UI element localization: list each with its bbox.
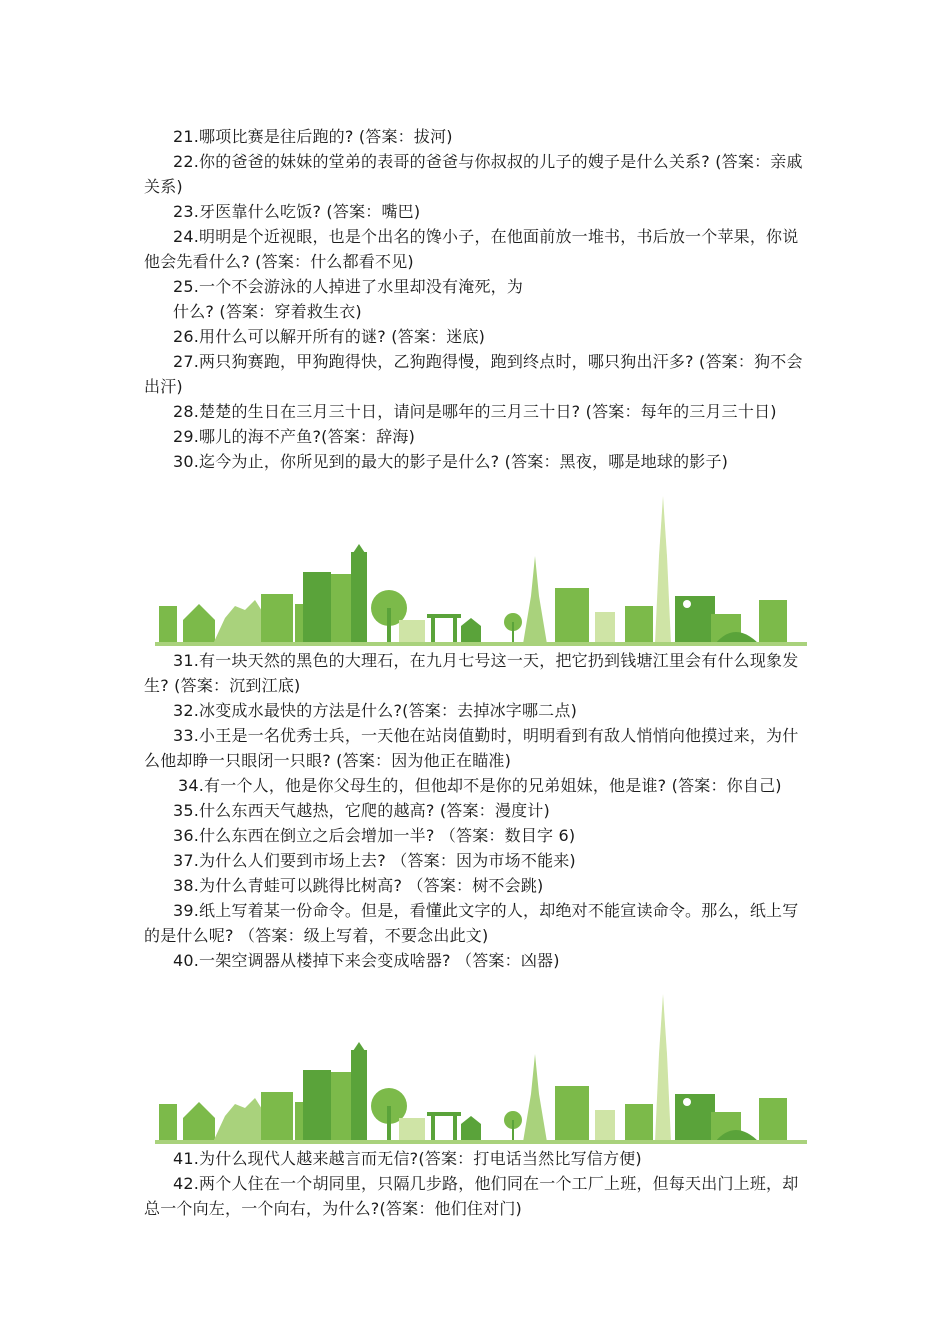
riddle-33: 33.小王是一名优秀士兵，一天他在站岗值勤时，明明看到有敌人悄悄向他摸过来，为什么他却睁一只眼闭一只眼? (答案：因为他正在瞄准) xyxy=(144,726,799,770)
riddle-section-2 xyxy=(144,648,814,973)
riddle-section-1 xyxy=(144,124,814,474)
riddle-40: 40.一架空调器从楼掉下来会变成啥器? （答案：凶器) xyxy=(173,951,560,970)
riddle-34: 34.有一个人，他是你父母生的，但他却不是你的兄弟姐妹，他是谁? (答案：你自己) xyxy=(178,776,782,795)
riddle-30: 30.迄今为止，你所见到的最大的影子是什么? (答案：黑夜，哪是地球的影子) xyxy=(173,452,729,471)
riddle-26: 26.用什么可以解开所有的谜? (答案：迷底) xyxy=(173,327,486,346)
city-skyline-illustration xyxy=(155,496,807,646)
riddle-22: 22.你的爸爸的妹妹的堂弟的表哥的爸爸与你叔叔的儿子的嫂子是什么关系? (答案：亲戚关系) xyxy=(144,152,803,196)
riddle-27: 27.两只狗赛跑，甲狗跑得快，乙狗跑得慢，跑到终点时，哪只狗出汗多? (答案：狗不会出汗) xyxy=(144,352,803,396)
riddle-38: 38.为什么青蛙可以跳得比树高? （答案：树不会跳) xyxy=(173,876,544,895)
riddle-39: 39.纸上写着某一份命令。但是，看懂此文字的人，却绝对不能宣读命令。那么，纸上写的是什么呢? （答案：级上写着，不要念出此文) xyxy=(144,901,799,945)
city-skyline-illustration-2 xyxy=(155,994,807,1144)
riddle-25-line2: 什么? (答案：穿着救生衣) xyxy=(173,302,362,321)
riddle-23: 23.牙医靠什么吃饭? (答案：嘴巴) xyxy=(173,202,421,221)
riddle-31: 31.有一块天然的黑色的大理石，在九月七号这一天，把它扔到钱塘江里会有什么现象发生? (答案：沉到江底) xyxy=(144,651,799,695)
riddle-29: 29.哪儿的海不产鱼?(答案：辞海) xyxy=(173,427,416,446)
riddle-35: 35.什么东西天气越热，它爬的越高? (答案：漫度计) xyxy=(173,801,550,820)
riddle-24: 24.明明是个近视眼，也是个出名的馋小子，在他面前放一堆书，书后放一个苹果，你说他会先看什么? (答案：什么都看不见) xyxy=(144,227,799,271)
riddle-25-line1: 25.一个不会游泳的人掉进了水里却没有淹死，为 xyxy=(173,277,524,296)
riddle-32: 32.冰变成水最快的方法是什么?(答案：去掉冰字哪二点) xyxy=(173,701,578,720)
riddle-28: 28.楚楚的生日在三月三十日，请问是哪年的三月三十日? (答案：每年的三月三十日) xyxy=(173,402,777,421)
riddle-section-3 xyxy=(144,1146,814,1221)
riddle-21: 21.哪项比赛是往后跑的? (答案：拔河) xyxy=(173,127,453,146)
riddle-42: 42.两个人住在一个胡同里，只隔几步路，他们同在一个工厂上班，但每天出门上班，却总一个向左，一个向右，为什么?(答案：他们住对门) xyxy=(144,1174,799,1218)
riddle-41: 41.为什么现代人越来越言而无信?(答案：打电话当然比写信方便) xyxy=(173,1149,642,1168)
riddle-36: 36.什么东西在倒立之后会增加一半? （答案：数目字 6) xyxy=(173,826,576,845)
riddle-37: 37.为什么人们要到市场上去? （答案：因为市场不能来) xyxy=(173,851,576,870)
